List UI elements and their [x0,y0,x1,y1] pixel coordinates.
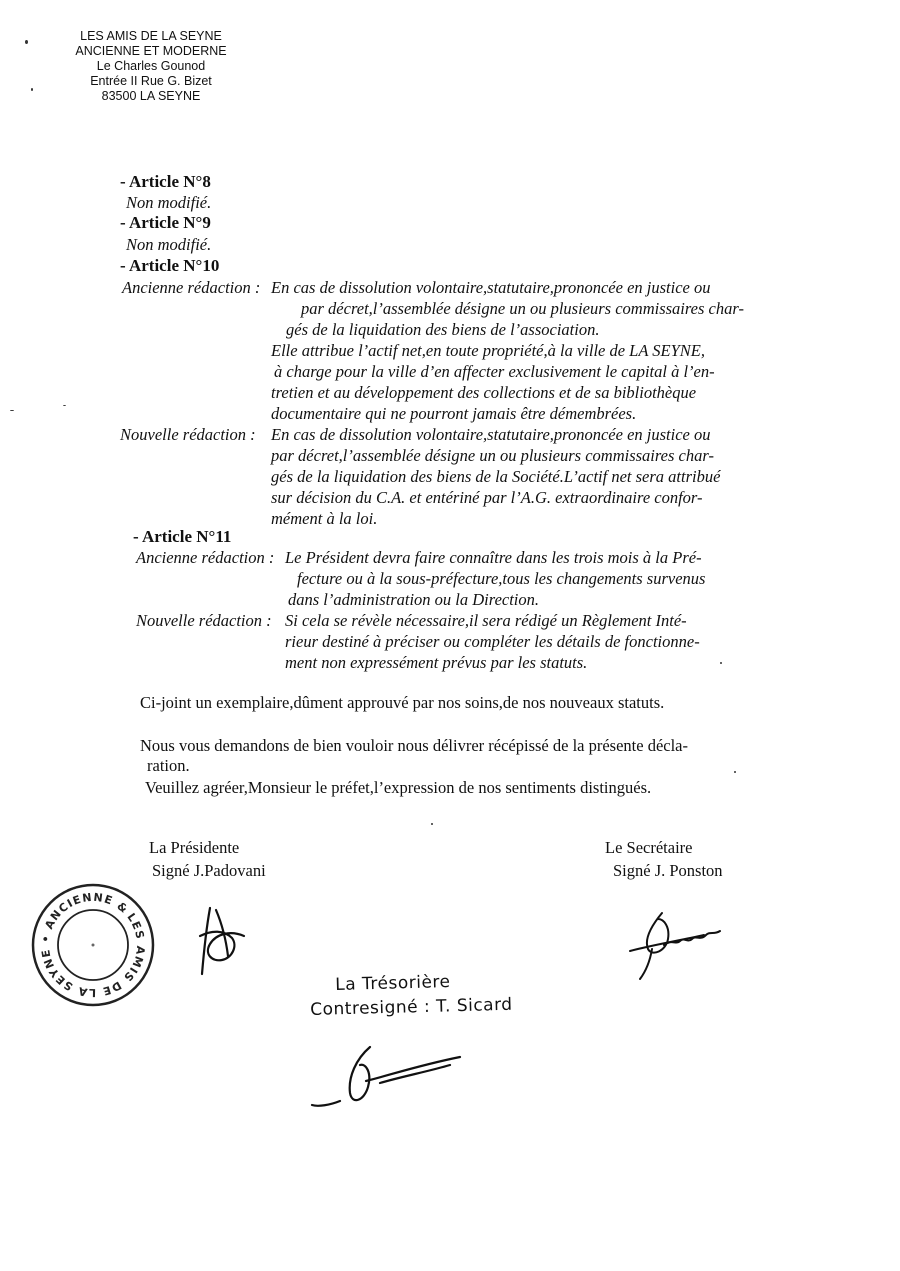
article-10-old-text [271,277,744,424]
article-10-old-label: Ancienne rédaction : [122,278,261,297]
scan-speck [720,662,722,664]
president-signature [192,900,262,980]
letterhead-line-3: Le Charles Gounod [96,59,206,73]
scan-speck [10,410,14,411]
article-11-old-text [285,547,705,610]
salutation-text: Veuillez agréer,Monsieur le préfet,l’expression de nos sentiments distingués. [145,778,652,797]
request-line-2: ration. [147,756,190,775]
treasurer-name: Contresigné : T. Sicard [310,994,513,1020]
article-10-title: - Article N°10 [120,256,220,275]
article-11-new-line: ment non expressément prévus par les statuts. [285,653,588,672]
article-8-title: - Article N°8 [120,172,211,191]
letterhead-line-2: ANCIENNE ET MODERNE [75,44,227,58]
scan-speck [431,823,433,825]
article-9-title: - Article N°9 [120,213,211,232]
article-10-old-line: à charge pour la ville d’en affecter exclusivement le capital à l’en- [274,362,715,381]
treasurer-role: La Trésorière [335,971,451,995]
article-10-new-text [271,424,720,529]
article-11-old-line: Le Président devra faire connaître dans les trois mois à la Pré- [285,548,702,567]
article-10-new-line: gés de la liquidation des biens de la Société.L’actif net sera attribué [271,467,721,486]
president-name: Signé J.Padovani [152,861,266,880]
stamp-text: LES AMIS DE LA SEYNE • ANCIENNE & [38,890,148,1000]
article-11-new-line: Si cela se révèle nécessaire,il sera rédigé un Règlement Inté- [285,611,687,630]
scan-speck [63,405,66,406]
enclosure-text: Ci-joint un exemplaire,dûment approuvé par nos soins,de nos nouveaux statuts. [140,693,665,712]
letterhead-line-5: 83500 LA SEYNE [101,89,201,103]
article-11-new-label: Nouvelle rédaction : [136,611,272,630]
article-10-old-line: Elle attribue l’actif net,en toute propriété,à la ville de LA SEYNE, [271,341,705,360]
letterhead-line-4: Entrée II Rue G. Bizet [90,74,212,88]
scan-speck [734,771,736,773]
article-10-new-line: mément à la loi. [271,509,378,528]
secretary-role: Le Secrétaire [605,838,693,857]
scan-speck [31,88,33,91]
scan-speck [25,40,28,44]
article-10-new-line: En cas de dissolution volontaire,statutaire,prononcée en justice ou [271,425,711,444]
article-11-title: - Article N°11 [133,527,232,546]
article-10-old-line: par décret,l’assemblée désigne un ou plusieurs commissaires char- [301,299,744,318]
article-11-new-text [285,610,700,673]
article-10-old-line: documentaire qui ne pourront jamais être démembrées. [271,404,637,423]
article-10-new-line: par décret,l’assemblée désigne un ou plusieurs commissaires char- [271,446,714,465]
article-11-old-line: dans l’administration ou la Direction. [288,590,540,609]
article-10-new-line: sur décision du C.A. et entériné par l’A.G. extraordinaire confor- [271,488,703,507]
request-line-1: Nous vous demandons de bien vouloir nous délivrer récépissé de la présente décla- [140,736,688,755]
article-11-old-line: fecture ou à la sous-préfecture,tous les changements survenus [297,569,706,588]
secretary-signature [622,905,732,985]
letterhead-line-1: LES AMIS DE LA SEYNE [80,29,222,43]
article-10-old-line: En cas de dissolution volontaire,statutaire,prononcée en justice ou [271,278,711,297]
letterhead [66,29,236,104]
article-10-new-label: Nouvelle rédaction : [120,425,256,444]
secretary-name: Signé J. Ponston [613,861,723,880]
article-10-old-line: tretien et au développement des collections et de sa bibliothèque [271,383,697,402]
article-10-old-line: gés de la liquidation des biens de l’association. [286,320,600,339]
article-9-text: Non modifié. [126,235,212,254]
association-stamp [28,880,158,1010]
president-role: La Présidente [149,838,240,857]
article-8-text: Non modifié. [126,193,212,212]
treasurer-signature [300,1035,480,1120]
article-11-new-line: rieur destiné à préciser ou compléter les détails de fonctionne- [285,632,700,651]
article-11-old-label: Ancienne rédaction : [136,548,275,567]
